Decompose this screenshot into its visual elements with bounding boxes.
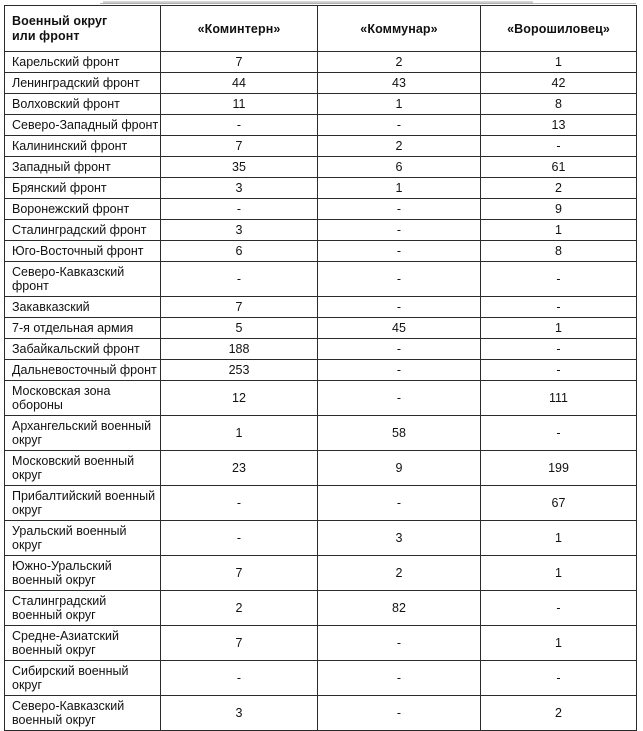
table-row [5, 696, 637, 731]
cell-value-voroshilovets: 61 [481, 157, 637, 178]
row-label-line1: Карельский фронт [12, 55, 120, 69]
row-label-cell [5, 451, 161, 486]
row-label-cell [5, 339, 161, 360]
row-label-line2: военный округ [12, 643, 96, 657]
cell-value-voroshilovets: 2 [481, 178, 637, 199]
table-row [5, 199, 637, 220]
table-row [5, 115, 637, 136]
table-row [5, 521, 637, 556]
table-row [5, 416, 637, 451]
cell-value-kommunar: 2 [318, 52, 481, 73]
row-label-line1: Юго-Восточный фронт [12, 244, 144, 258]
column-header-district-line2: или фронт [12, 28, 80, 43]
cell-value-voroshilovets: 1 [481, 521, 637, 556]
row-label-line1: Забайкальский фронт [12, 342, 140, 356]
cell-value-voroshilovets: - [481, 360, 637, 381]
cell-value-kommunar: - [318, 220, 481, 241]
row-label-cell [5, 486, 161, 521]
row-label-line1: Московская зона [12, 384, 111, 398]
cell-value-komintern: 11 [161, 94, 318, 115]
cell-value-voroshilovets: 1 [481, 52, 637, 73]
row-label-cell [5, 318, 161, 339]
cell-value-kommunar: - [318, 339, 481, 360]
cell-value-voroshilovets: - [481, 339, 637, 360]
cell-value-komintern: 3 [161, 696, 318, 731]
cell-value-voroshilovets: - [481, 262, 637, 297]
row-label-cell [5, 94, 161, 115]
table-row [5, 241, 637, 262]
cell-value-kommunar: 43 [318, 73, 481, 94]
table-row [5, 626, 637, 661]
table-row [5, 52, 637, 73]
column-header-district-line1: Военный округ [12, 13, 108, 28]
row-label-cell [5, 136, 161, 157]
cell-value-komintern: 5 [161, 318, 318, 339]
row-label-cell [5, 297, 161, 318]
row-label-cell [5, 381, 161, 416]
cell-value-kommunar: - [318, 241, 481, 262]
column-header-komintern: «Коминтерн» [161, 6, 318, 52]
cell-value-voroshilovets: - [481, 416, 637, 451]
row-label-line1: Дальневосточный фронт [12, 363, 157, 377]
table-row [5, 339, 637, 360]
row-label-line1: Северо-Западный фронт [12, 118, 159, 132]
row-label-line2: фронт [12, 279, 49, 293]
table-row [5, 556, 637, 591]
table-row [5, 136, 637, 157]
cell-value-kommunar: 2 [318, 556, 481, 591]
row-label-line1: Закавказский [12, 300, 90, 314]
row-label-cell [5, 199, 161, 220]
row-label-line2: округ [12, 538, 43, 552]
row-label-line2: округ [12, 678, 43, 692]
row-label-cell [5, 591, 161, 626]
row-label-line2: округ [12, 468, 43, 482]
row-label-cell [5, 241, 161, 262]
cell-value-voroshilovets: 13 [481, 115, 637, 136]
cell-value-komintern: 7 [161, 136, 318, 157]
cell-value-voroshilovets: 8 [481, 94, 637, 115]
cell-value-komintern: - [161, 199, 318, 220]
cell-value-voroshilovets: - [481, 136, 637, 157]
cell-value-voroshilovets: 1 [481, 556, 637, 591]
row-label-line1: Уральский военный [12, 524, 127, 538]
cell-value-komintern: 188 [161, 339, 318, 360]
cell-value-kommunar: - [318, 486, 481, 521]
cell-value-voroshilovets: 199 [481, 451, 637, 486]
row-label-line2: округ [12, 503, 43, 517]
column-header-district [5, 6, 161, 52]
row-label-cell [5, 661, 161, 696]
row-label-cell [5, 73, 161, 94]
cell-value-kommunar: 58 [318, 416, 481, 451]
cell-value-voroshilovets: 67 [481, 486, 637, 521]
cell-value-komintern: 12 [161, 381, 318, 416]
cell-value-kommunar: 9 [318, 451, 481, 486]
row-label-cell [5, 220, 161, 241]
cell-value-komintern: 7 [161, 297, 318, 318]
row-label-line1: Северо-Кавказский [12, 265, 125, 279]
cell-value-komintern: - [161, 521, 318, 556]
row-label-line2: округ [12, 433, 43, 447]
table-row [5, 661, 637, 696]
row-label-line1: Архангельский военный [12, 419, 152, 433]
row-label-line1: Сталинградский [12, 594, 107, 608]
row-label-line1: Воронежский фронт [12, 202, 130, 216]
military-districts-table [4, 5, 637, 731]
cell-value-komintern: 6 [161, 241, 318, 262]
cell-value-voroshilovets: 9 [481, 199, 637, 220]
table-row [5, 262, 637, 297]
cell-value-kommunar: - [318, 360, 481, 381]
table-row [5, 157, 637, 178]
cell-value-kommunar: - [318, 115, 481, 136]
cell-value-komintern: - [161, 486, 318, 521]
row-label-line2: военный округ [12, 573, 96, 587]
row-label-cell [5, 52, 161, 73]
cell-value-voroshilovets: 8 [481, 241, 637, 262]
table-row [5, 360, 637, 381]
row-label-line1: Волховский фронт [12, 97, 120, 111]
row-label-cell [5, 157, 161, 178]
cell-value-komintern: - [161, 115, 318, 136]
row-label-cell [5, 115, 161, 136]
cell-value-kommunar: 1 [318, 94, 481, 115]
cell-value-voroshilovets: 1 [481, 220, 637, 241]
cell-value-kommunar: - [318, 297, 481, 318]
row-label-cell [5, 556, 161, 591]
column-header-kommunar: «Коммунар» [318, 6, 481, 52]
cell-value-komintern: 1 [161, 416, 318, 451]
row-label-line1: Сибирский военный [12, 664, 129, 678]
table-row [5, 381, 637, 416]
cell-value-kommunar: 6 [318, 157, 481, 178]
row-label-line1: Прибалтийский военный [12, 489, 156, 503]
cell-value-komintern: 2 [161, 591, 318, 626]
table-row [5, 591, 637, 626]
cell-value-kommunar: 3 [318, 521, 481, 556]
cell-value-kommunar: 2 [318, 136, 481, 157]
cell-value-voroshilovets: 111 [481, 381, 637, 416]
row-label-line1: 7-я отдельная армия [12, 321, 134, 335]
cell-value-kommunar: - [318, 199, 481, 220]
table-body [5, 52, 637, 731]
row-label-cell [5, 262, 161, 297]
cell-value-voroshilovets: 1 [481, 318, 637, 339]
table-row [5, 451, 637, 486]
cell-value-voroshilovets: - [481, 591, 637, 626]
header-row [5, 6, 637, 52]
cell-value-voroshilovets: - [481, 297, 637, 318]
table-row [5, 73, 637, 94]
row-label-cell [5, 696, 161, 731]
cell-value-kommunar: 82 [318, 591, 481, 626]
row-label-line1: Северо-Кавказский [12, 699, 125, 713]
cell-value-voroshilovets: 2 [481, 696, 637, 731]
cell-value-voroshilovets: 1 [481, 626, 637, 661]
row-label-cell [5, 626, 161, 661]
row-label-cell [5, 521, 161, 556]
row-label-line1: Калининский фронт [12, 139, 128, 153]
column-header-voroshilovets: «Ворошиловец» [481, 6, 637, 52]
row-label-cell [5, 360, 161, 381]
row-label-cell [5, 178, 161, 199]
row-label-line2: военный округ [12, 713, 96, 727]
cell-value-kommunar: - [318, 626, 481, 661]
cell-value-komintern: 7 [161, 626, 318, 661]
scan-artifact-line [100, 3, 636, 4]
table-row [5, 220, 637, 241]
table-row [5, 178, 637, 199]
cell-value-kommunar: - [318, 661, 481, 696]
cell-value-komintern: 7 [161, 52, 318, 73]
cell-value-komintern: 23 [161, 451, 318, 486]
cell-value-kommunar: - [318, 262, 481, 297]
row-label-line1: Московский военный [12, 454, 135, 468]
cell-value-komintern: 3 [161, 178, 318, 199]
table-row [5, 297, 637, 318]
table-header [5, 6, 637, 52]
row-label-line1: Западный фронт [12, 160, 111, 174]
row-label-cell [5, 416, 161, 451]
cell-value-komintern: 3 [161, 220, 318, 241]
row-label-line2: обороны [12, 398, 63, 412]
table-row [5, 94, 637, 115]
cell-value-komintern: - [161, 661, 318, 696]
cell-value-komintern: 35 [161, 157, 318, 178]
cell-value-komintern: - [161, 262, 318, 297]
row-label-line1: Южно-Уральский [12, 559, 112, 573]
cell-value-kommunar: 45 [318, 318, 481, 339]
cell-value-kommunar: - [318, 696, 481, 731]
table-row [5, 318, 637, 339]
row-label-line1: Брянский фронт [12, 181, 107, 195]
cell-value-komintern: 7 [161, 556, 318, 591]
row-label-line1: Сталинградский фронт [12, 223, 147, 237]
cell-value-kommunar: 1 [318, 178, 481, 199]
row-label-line1: Средне-Азиатский [12, 629, 119, 643]
cell-value-voroshilovets: 42 [481, 73, 637, 94]
row-label-line2: военный округ [12, 608, 96, 622]
cell-value-komintern: 44 [161, 73, 318, 94]
cell-value-voroshilovets: - [481, 661, 637, 696]
cell-value-kommunar: - [318, 381, 481, 416]
row-label-line1: Ленинградский фронт [12, 76, 140, 90]
table-row [5, 486, 637, 521]
cell-value-komintern: 253 [161, 360, 318, 381]
